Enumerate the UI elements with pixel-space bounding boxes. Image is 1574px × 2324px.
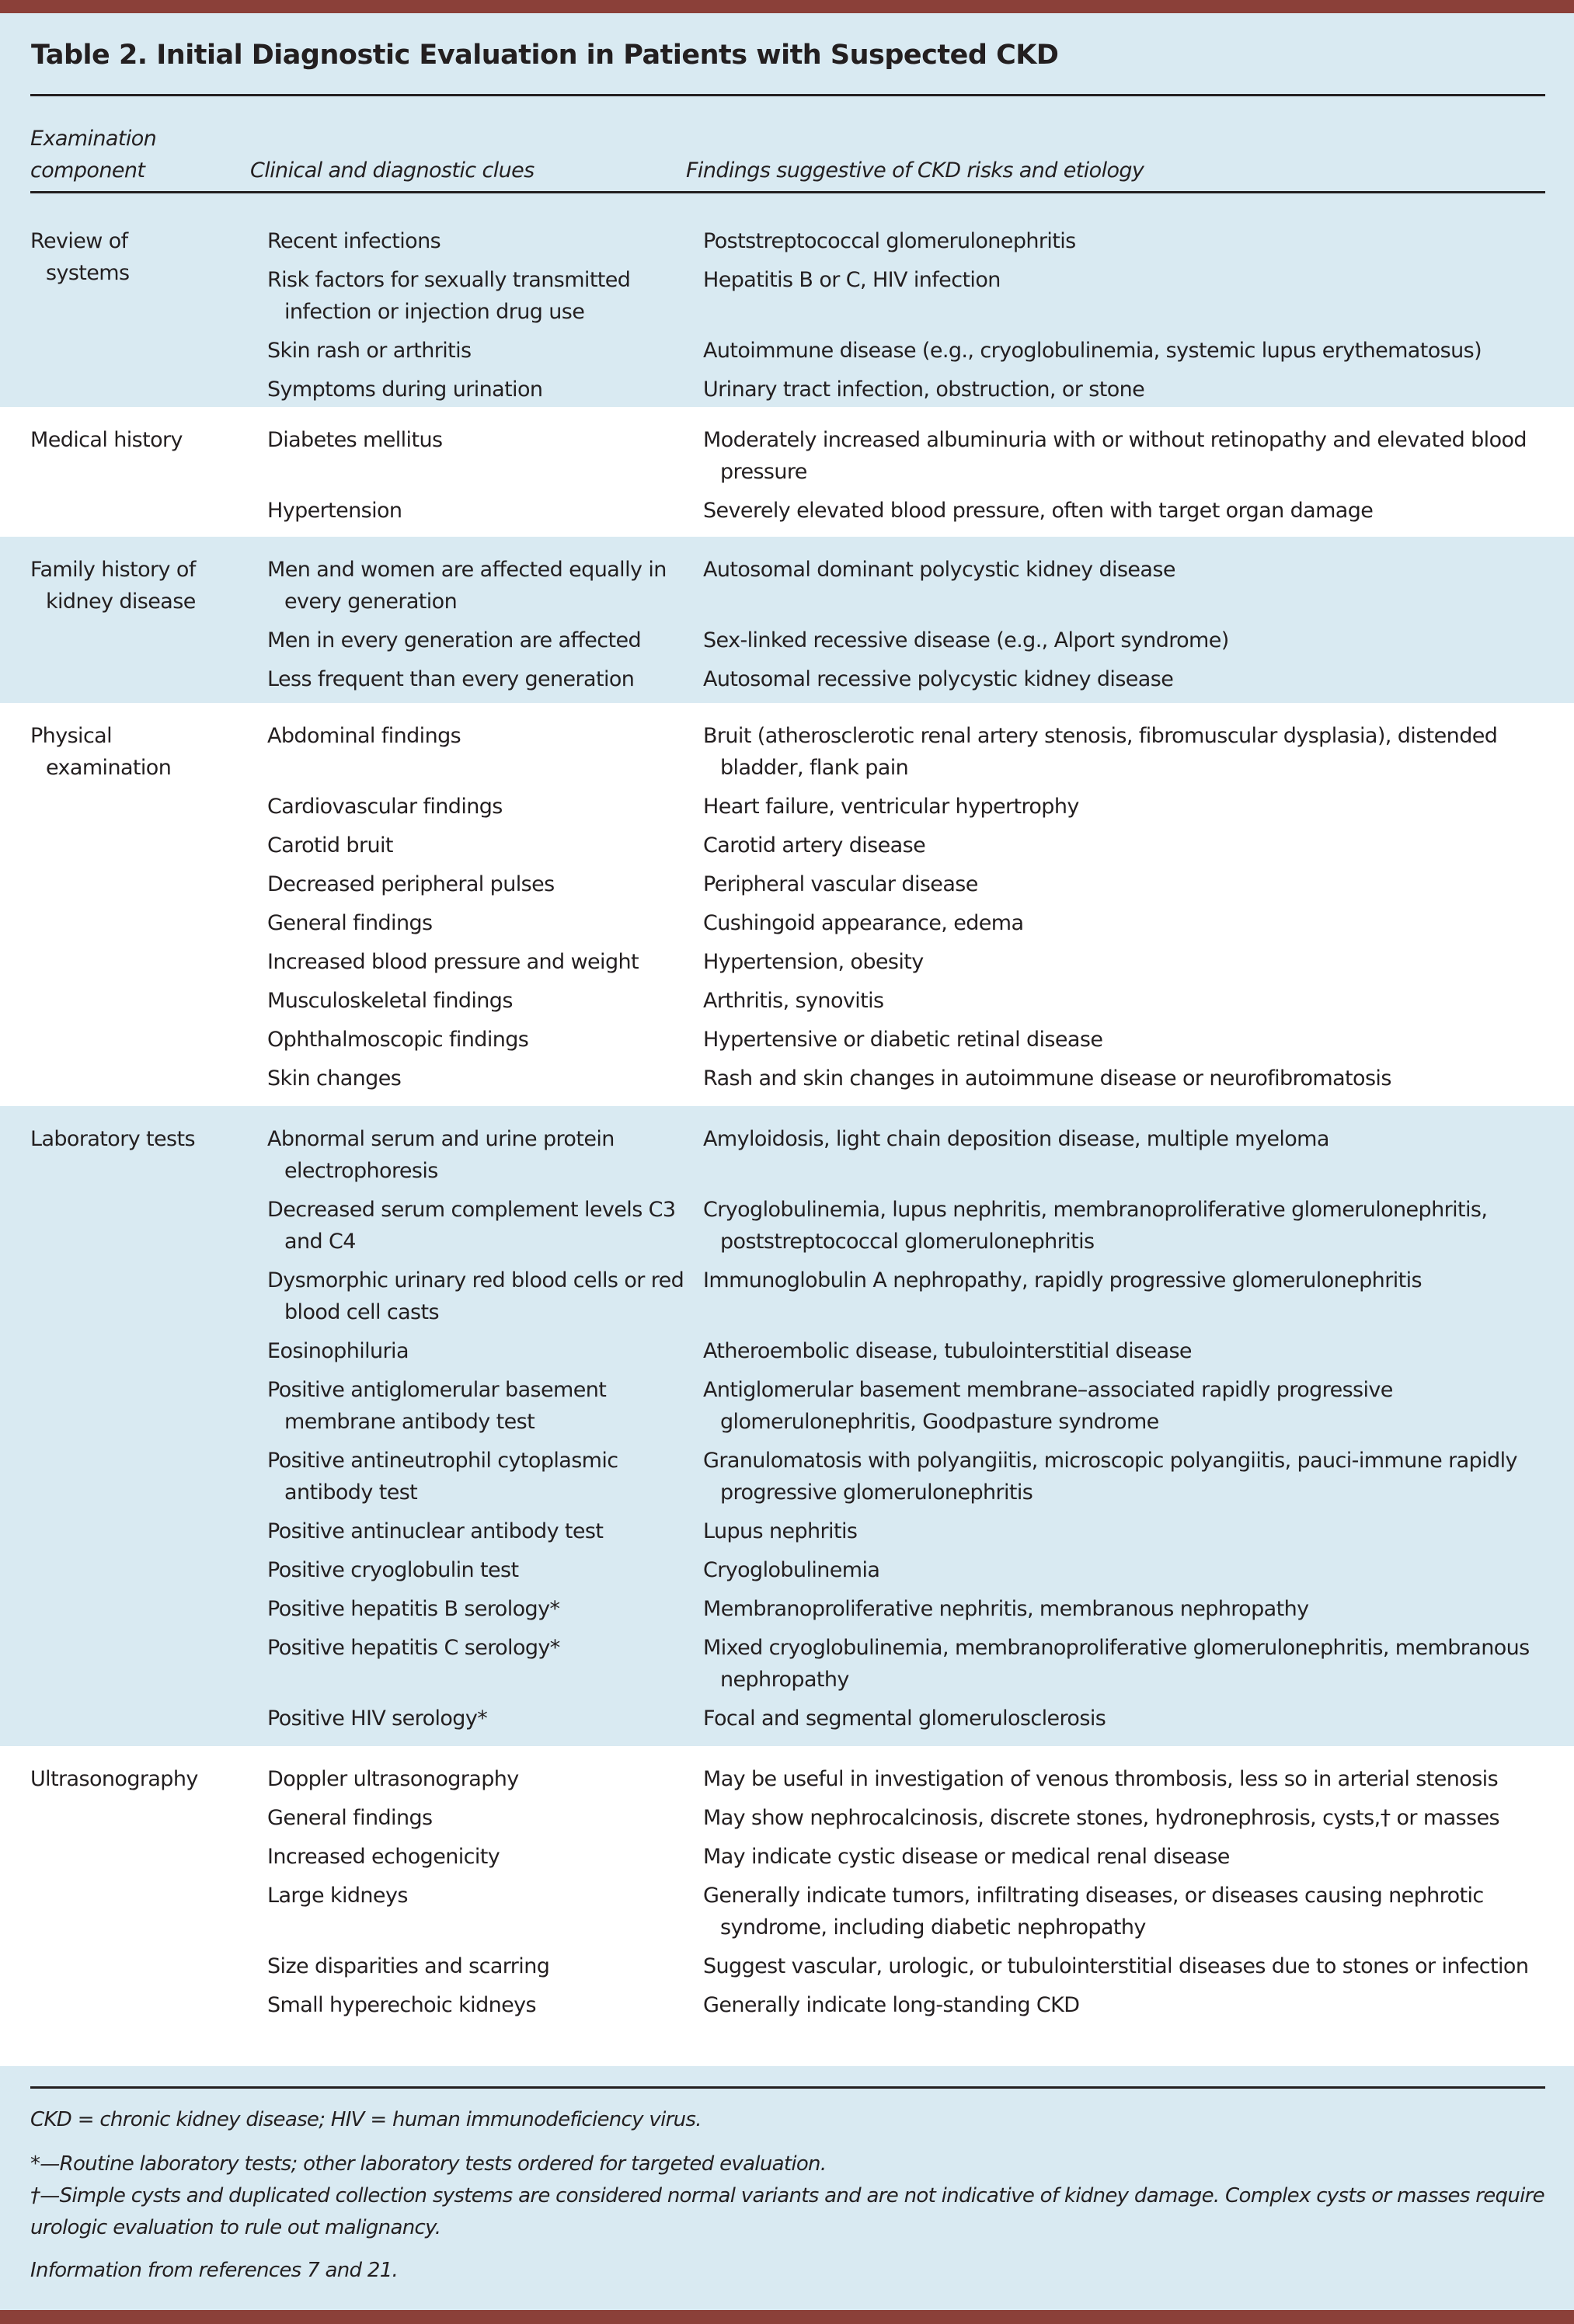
- finding-cell: Suggest vascular, urologic, or tubulointerstitial diseases due to stones or infection: [703, 1954, 1529, 1978]
- clue-cell: Eosinophiluria: [267, 1339, 409, 1363]
- finding-cell: Autosomal recessive polycystic kidney disease: [703, 667, 1174, 691]
- clue-cell: Doppler ultrasonography: [267, 1767, 519, 1791]
- clue-cell: Skin rash or arthritis: [267, 339, 472, 363]
- section-label-line2: systems: [46, 261, 130, 285]
- finding-cell: Atheroembolic disease, tubulointerstitial disease: [703, 1339, 1192, 1363]
- header-findings: Findings suggestive of CKD risks and etiology: [686, 158, 1144, 183]
- section-label-line1: Laboratory tests: [30, 1127, 195, 1151]
- top-accent-bar: [0, 0, 1574, 13]
- finding-cell: Hepatitis B or C, HIV infection: [703, 268, 1001, 292]
- finding-cell: Cryoglobulinemia: [703, 1558, 880, 1582]
- finding-cell: Immunoglobulin A nephropathy, rapidly progressive glomerulonephritis: [703, 1268, 1422, 1292]
- clue-cell: Increased blood pressure and weight: [267, 950, 639, 974]
- table-row: [0, 791, 1574, 823]
- table-row: [0, 1950, 1574, 1982]
- finding-cell: Focal and segmental glomerulosclerosis: [703, 1706, 1106, 1731]
- header-component-line1: Examination: [30, 127, 157, 151]
- finding-cell: Bruit (atherosclerotic renal artery stenosis, fibromuscular dysplasia), distended bladder, flank pain: [703, 724, 1498, 780]
- clue-cell: General findings: [267, 1806, 433, 1830]
- table-row: [0, 663, 1574, 695]
- finding-cell: Membranoproliferative nephritis, membranous nephropathy: [703, 1597, 1309, 1621]
- finding-cell: May indicate cystic disease or medical renal disease: [703, 1845, 1230, 1869]
- table-row: [0, 1593, 1574, 1625]
- finding-cell: Sex-linked recessive disease (e.g., Alport syndrome): [703, 628, 1229, 652]
- clue-cell: Abnormal serum and urine protein electrophoresis: [267, 1127, 615, 1183]
- section-medical-history: [0, 407, 1574, 537]
- bottom-accent-bar: [0, 2310, 1574, 2324]
- finding-cell: Cushingoid appearance, edema: [703, 911, 1024, 935]
- table-row: [0, 868, 1574, 900]
- clue-cell: Hypertension: [267, 499, 402, 523]
- header-clinical-clues: Clinical and diagnostic clues: [250, 158, 535, 183]
- table-row: [0, 495, 1574, 527]
- finding-cell: Autosomal dominant polycystic kidney disease: [703, 558, 1175, 582]
- clue-cell: General findings: [267, 911, 433, 935]
- finding-cell: Cryoglobulinemia, lupus nephritis, membranoproliferative glomerulonephritis, poststreptococcal glomerulonephritis: [703, 1198, 1488, 1254]
- finding-cell: Peripheral vascular disease: [703, 872, 978, 896]
- section-review-of: [0, 208, 1574, 407]
- finding-cell: May show nephrocalcinosis, discrete stones, hydronephrosis, cysts,† or masses: [703, 1806, 1499, 1830]
- finding-cell: Urinary tract infection, obstruction, or stone: [703, 377, 1145, 402]
- clue-cell: Positive antinuclear antibody test: [267, 1519, 604, 1543]
- finding-cell: Carotid artery disease: [703, 833, 926, 858]
- clue-cell: Less frequent than every generation: [267, 667, 635, 691]
- section-label-line1: Physical: [30, 724, 113, 748]
- finding-cell: Hypertensive or diabetic retinal disease: [703, 1028, 1103, 1052]
- clue-cell: Large kidneys: [267, 1884, 408, 1908]
- clue-cell: Risk factors for sexually transmitted infection or injection drug use: [267, 268, 631, 324]
- finding-cell: May be useful in investigation of venous thrombosis, less so in arterial stenosis: [703, 1767, 1499, 1791]
- table-row: [0, 1265, 1574, 1328]
- finding-cell: Hypertension, obesity: [703, 950, 924, 974]
- footnote-dagger: †—Simple cysts and duplicated collection systems are considered normal variants and are not indicative of kidney damage. Complex cysts or masses require urologic evaluation to rule out malignancy.: [30, 2184, 1544, 2239]
- header-examination-component: [30, 123, 156, 186]
- footer-rule: [30, 2086, 1545, 2089]
- table-row: [0, 1194, 1574, 1258]
- section-label-line1: Ultrasonography: [30, 1767, 198, 1791]
- section-ultrasonography: [0, 1746, 1574, 2066]
- clue-cell: Musculoskeletal findings: [267, 989, 513, 1013]
- clue-cell: Symptoms during urination: [267, 377, 543, 402]
- header-rule: [30, 191, 1545, 193]
- clue-cell: Decreased peripheral pulses: [267, 872, 555, 896]
- header-component-line2: component: [30, 158, 145, 183]
- clue-cell: Small hyperechoic kidneys: [267, 1993, 536, 2017]
- section-label-line1: Family history of: [30, 558, 196, 582]
- table-title: Table 2. Initial Diagnostic Evaluation in Patients with Suspected CKD: [31, 40, 1059, 71]
- section-label: [30, 225, 240, 289]
- table-row: [0, 1515, 1574, 1547]
- table-row: [0, 830, 1574, 861]
- section-label: [30, 1123, 240, 1155]
- section-label: [30, 554, 240, 618]
- title-rule: [30, 94, 1545, 96]
- table-row: [0, 1554, 1574, 1586]
- clue-cell: Men and women are affected equally in every generation: [267, 558, 667, 614]
- finding-cell: Lupus nephritis: [703, 1519, 858, 1543]
- table-row: [0, 624, 1574, 656]
- table-row: [0, 1703, 1574, 1734]
- clue-cell: Decreased serum complement levels C3 and C4: [267, 1198, 676, 1254]
- finding-cell: Granulomatosis with polyangiitis, microscopic polyangiitis, pauci-immune rapidly progressive glomerulonephritis: [703, 1449, 1517, 1505]
- finding-cell: Mixed cryoglobulinemia, membranoproliferative glomerulonephritis, membranous nephropathy: [703, 1636, 1530, 1692]
- table-row: [0, 1335, 1574, 1367]
- clue-cell: Carotid bruit: [267, 833, 393, 858]
- table-row: [0, 1374, 1574, 1438]
- finding-cell: Heart failure, ventricular hypertrophy: [703, 795, 1079, 819]
- clue-cell: Cardiovascular findings: [267, 795, 503, 819]
- clue-cell: Increased echogenicity: [267, 1845, 500, 1869]
- table-row: [0, 1632, 1574, 1696]
- clue-cell: Size disparities and scarring: [267, 1954, 550, 1978]
- table-row: [0, 1989, 1574, 2021]
- section-laboratory-tests: [0, 1106, 1574, 1746]
- clue-cell: Men in every generation are affected: [267, 628, 642, 652]
- table-row: [0, 985, 1574, 1017]
- section-family-history-of: [0, 537, 1574, 703]
- section-label-line2: examination: [46, 756, 172, 780]
- section-label-line1: Review of: [30, 229, 128, 253]
- section-label-line1: Medical history: [30, 428, 183, 452]
- clue-cell: Positive cryoglobulin test: [267, 1558, 519, 1582]
- clue-cell: Positive antiglomerular basement membrane antibody test: [267, 1378, 607, 1434]
- finding-cell: Generally indicate long-standing CKD: [703, 1993, 1080, 2017]
- finding-cell: Amyloidosis, light chain deposition disease, multiple myeloma: [703, 1127, 1329, 1151]
- finding-cell: Antiglomerular basement membrane–associated rapidly progressive glomerulonephritis, Goodpasture syndrome: [703, 1378, 1393, 1434]
- clue-cell: Skin changes: [267, 1066, 402, 1091]
- finding-cell: Arthritis, synovitis: [703, 989, 884, 1013]
- clue-cell: Positive HIV serology*: [267, 1706, 488, 1731]
- clue-cell: Abdominal findings: [267, 724, 461, 748]
- table-row: [0, 1802, 1574, 1834]
- section-label: [30, 424, 240, 456]
- finding-cell: Rash and skin changes in autoimmune disease or neurofibromatosis: [703, 1066, 1391, 1091]
- section-label: [30, 1763, 240, 1795]
- finding-cell: Autoimmune disease (e.g., cryoglobulinemia, systemic lupus erythematosus): [703, 339, 1482, 363]
- clue-cell: Positive hepatitis B serology*: [267, 1597, 560, 1621]
- clue-cell: Ophthalmoscopic findings: [267, 1028, 529, 1052]
- section-label-line2: kidney disease: [46, 590, 196, 614]
- section-label: [30, 720, 240, 784]
- clue-cell: Recent infections: [267, 229, 441, 253]
- table-row: [0, 374, 1574, 405]
- table-row: [0, 1445, 1574, 1508]
- footnote-abbreviations: CKD = chronic kidney disease; HIV = human immunodeficiency virus.: [30, 2108, 702, 2131]
- footnote-source: Information from references 7 and 21.: [30, 2259, 399, 2282]
- finding-cell: Severely elevated blood pressure, often with target organ damage: [703, 499, 1374, 523]
- table-row: [0, 1841, 1574, 1873]
- finding-cell: Moderately increased albuminuria with or without retinopathy and elevated blood pressure: [703, 428, 1527, 484]
- table-row: [0, 1063, 1574, 1094]
- clue-cell: Positive antineutrophil cytoplasmic antibody test: [267, 1449, 618, 1505]
- clue-cell: Diabetes mellitus: [267, 428, 443, 452]
- table-row: [0, 1880, 1574, 1943]
- table-row: [0, 1024, 1574, 1056]
- footnote-asterisk: *—Routine laboratory tests; other laboratory tests ordered for targeted evaluation.: [30, 2152, 827, 2176]
- table-row: [0, 907, 1574, 939]
- clue-cell: Positive hepatitis C serology*: [267, 1636, 560, 1660]
- finding-cell: Generally indicate tumors, infiltrating diseases, or diseases causing nephrotic syndrome, including diabetic nephropathy: [703, 1884, 1484, 1940]
- clue-cell: Dysmorphic urinary red blood cells or red blood cell casts: [267, 1268, 684, 1324]
- table-row: [0, 946, 1574, 978]
- finding-cell: Poststreptococcal glomerulonephritis: [703, 229, 1076, 253]
- section-physical: [0, 703, 1574, 1106]
- table-row: [0, 335, 1574, 367]
